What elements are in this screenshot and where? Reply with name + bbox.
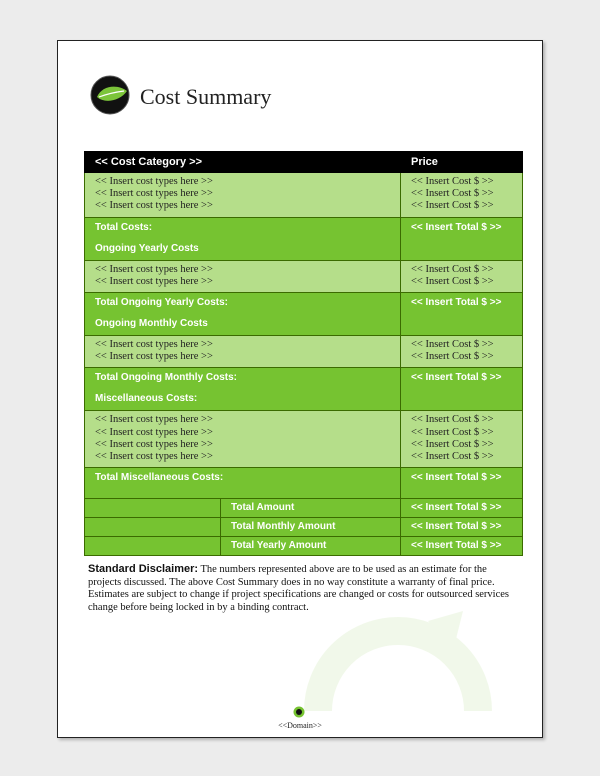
cost-prices-cell	[401, 411, 523, 468]
standard-disclaimer	[88, 563, 518, 614]
cost-price-line: << Insert Cost $ >>	[411, 414, 494, 426]
summary-label-cell	[221, 537, 401, 556]
summary-label: Total Monthly Amount	[231, 521, 336, 533]
summary-blank-cell	[85, 518, 221, 537]
cost-prices-cell	[401, 260, 523, 292]
cost-types-cell	[85, 173, 401, 218]
footer-domain: <<Domain>>	[278, 721, 322, 730]
summary-value-cell	[401, 499, 523, 518]
cost-price-line: << Insert Cost $ >>	[411, 176, 494, 187]
cost-types-cell	[85, 411, 401, 468]
cost-price-line: << Insert Cost $ >>	[411, 351, 494, 363]
cost-type-line: << Insert cost types here >>	[95, 339, 213, 351]
summary-blank-cell	[85, 499, 221, 518]
cost-type-line: << Insert cost types here >>	[95, 414, 213, 426]
cost-price-line: << Insert Cost $ >>	[411, 188, 494, 200]
page-title: Cost Summary	[140, 84, 272, 109]
summary-value: << Insert Total $ >>	[411, 521, 502, 533]
total-value-cell	[401, 217, 523, 260]
total-value: << Insert Total $ >>	[411, 472, 502, 484]
summary-value-cell	[401, 518, 523, 537]
cost-items-row	[85, 411, 523, 468]
cost-summary-table	[84, 151, 523, 556]
table-header-row	[85, 152, 523, 173]
cost-total-row	[85, 217, 523, 260]
cost-price-line: << Insert Cost $ >>	[411, 451, 494, 463]
total-value: << Insert Total $ >>	[411, 297, 502, 309]
cost-type-line: << Insert cost types here >>	[95, 426, 213, 438]
summary-label-cell	[221, 499, 401, 518]
summary-row	[85, 518, 523, 537]
total-label: Total Ongoing Yearly Costs:	[95, 297, 228, 309]
cost-prices-cell	[401, 336, 523, 368]
total-label: Total Ongoing Monthly Costs:	[95, 372, 238, 384]
total-label-cell	[85, 217, 401, 260]
section-heading: Miscellaneous Costs:	[95, 393, 198, 405]
cost-price-line: << Insert Cost $ >>	[411, 339, 494, 351]
cost-price-line: << Insert Cost $ >>	[411, 200, 494, 212]
cost-type-line: << Insert cost types here >>	[95, 176, 213, 187]
cost-type-line: << Insert cost types here >>	[95, 438, 213, 450]
cost-total-row	[85, 468, 523, 499]
summary-blank-cell	[85, 537, 221, 556]
section-heading: Ongoing Yearly Costs	[95, 242, 199, 254]
cost-items-row	[85, 173, 523, 218]
summary-row	[85, 537, 523, 556]
cost-total-row	[85, 368, 523, 411]
leaf-logo-icon	[90, 75, 130, 115]
summary-value-cell	[401, 537, 523, 556]
header-cost-category: << Cost Category >>	[85, 152, 401, 173]
cost-type-line: << Insert cost types here >>	[95, 275, 213, 287]
summary-label: Total Yearly Amount	[231, 540, 327, 552]
summary-value: << Insert Total $ >>	[411, 540, 502, 552]
cost-items-row	[85, 260, 523, 292]
summary-row	[85, 499, 523, 518]
cost-price-line: << Insert Cost $ >>	[411, 263, 494, 275]
cost-type-line: << Insert cost types here >>	[95, 200, 213, 212]
cost-types-cell	[85, 260, 401, 292]
cost-price-line: << Insert Cost $ >>	[411, 438, 494, 450]
document-page	[57, 40, 543, 738]
total-value-cell	[401, 368, 523, 411]
total-label: Total Costs:	[95, 221, 153, 233]
disclaimer-text: The numbers represented above are to be used as an estimate for the projects discussed. The above Cost Summary does in no way constitute a warranty of final price. Estimates are subject to change if project specifications are changed or costs for outsourced services change before being locked in by a binding contract.	[88, 564, 510, 613]
cost-type-line: << Insert cost types here >>	[95, 188, 213, 200]
cost-types-cell	[85, 336, 401, 368]
total-value: << Insert Total $ >>	[411, 372, 502, 384]
cost-total-row	[85, 293, 523, 336]
cost-type-line: << Insert cost types here >>	[95, 263, 213, 275]
disclaimer-heading: Standard Disclaimer:	[88, 563, 199, 575]
cost-price-line: << Insert Cost $ >>	[411, 426, 494, 438]
leaf-badge-icon	[293, 706, 305, 718]
total-value: << Insert Total $ >>	[411, 221, 502, 233]
total-value-cell	[401, 468, 523, 499]
cost-prices-cell	[401, 173, 523, 218]
summary-value: << Insert Total $ >>	[411, 502, 502, 514]
cost-type-line: << Insert cost types here >>	[95, 351, 213, 363]
header-price: Price	[401, 152, 523, 173]
summary-label-cell	[221, 518, 401, 537]
total-label: Total Miscellaneous Costs:	[95, 472, 224, 484]
summary-label: Total Amount	[231, 502, 295, 514]
total-label-cell	[85, 368, 401, 411]
total-label-cell	[85, 293, 401, 336]
cost-type-line: << Insert cost types here >>	[95, 451, 213, 463]
cost-price-line: << Insert Cost $ >>	[411, 275, 494, 287]
cost-items-row	[85, 336, 523, 368]
total-label-cell	[85, 468, 401, 499]
section-heading: Ongoing Monthly Costs	[95, 318, 208, 330]
total-value-cell	[401, 293, 523, 336]
